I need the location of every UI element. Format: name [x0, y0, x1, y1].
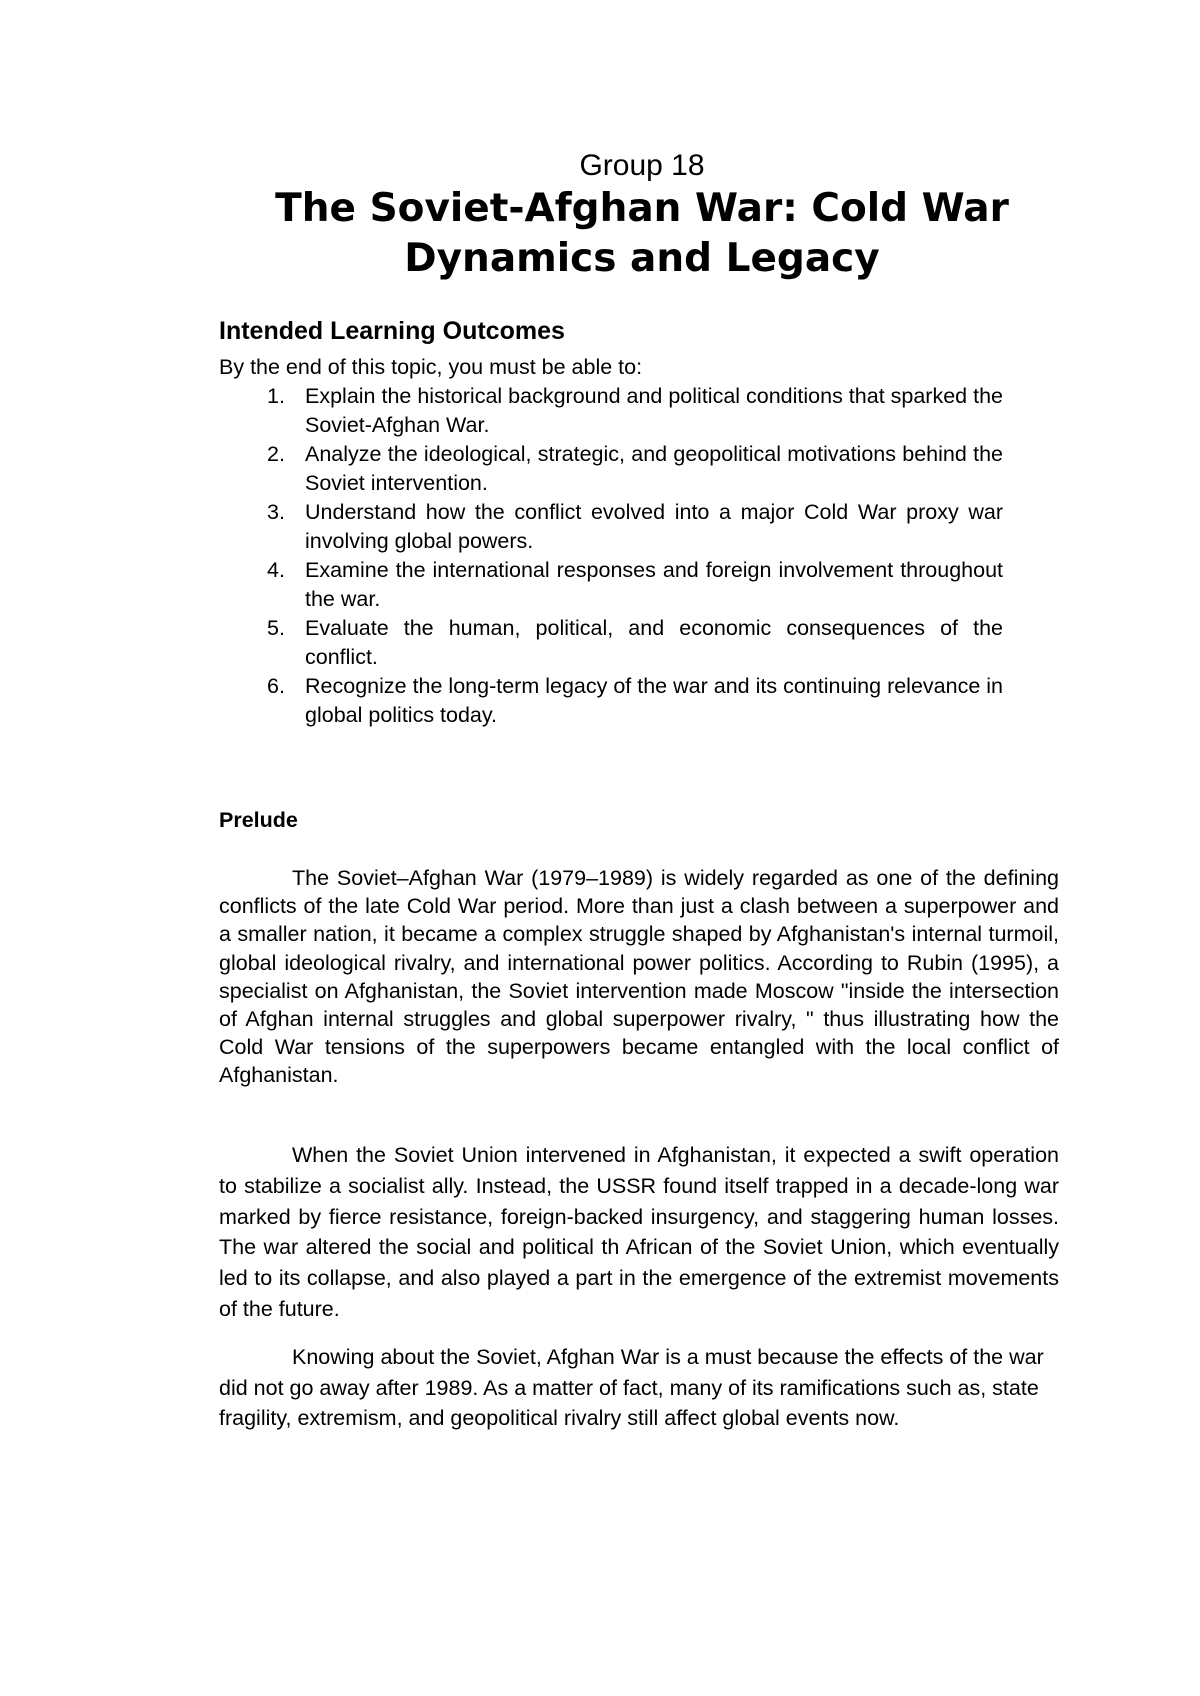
document-title: The Soviet-Afghan War: Cold War Dynamics and Legacy: [275, 186, 1009, 281]
outcome-number: 3.: [267, 500, 285, 524]
prelude-heading: Prelude: [219, 808, 298, 832]
prelude-paragraph-3: Knowing about the Soviet, Afghan War is a must because the effects of the war did not go away after 1989. As a matter of fact, many of its ramifications such as, state fragility, extremism, and geopolitical rivalry still affect global events now.: [219, 1345, 1044, 1431]
outcome-item-6: [219, 672, 1003, 730]
prelude-paragraph-2: When the Soviet Union intervened in Afghanistan, it expected a swift operation to stabilize a socialist ally. Instead, the USSR found itself trapped in a decade-long war marked by fierce resistance, foreign-backed insurgency, and staggering human losses. The war altered the social and political th African of the Soviet Union, which eventually led to its collapse, and also played a part in the emergence of the extremist movements of the future.: [219, 1143, 1059, 1321]
outcome-text: Recognize the long-term legacy of the war and its continuing relevance in global politics today.: [305, 674, 1003, 727]
outcome-number: 5.: [267, 616, 285, 640]
outcome-item-1: [219, 382, 1003, 440]
learning-outcomes-heading: Intended Learning Outcomes: [219, 317, 565, 345]
outcome-item-3: [219, 498, 1003, 556]
outcome-number: 4.: [267, 558, 285, 582]
outcome-text: Examine the international responses and foreign involvement throughout the war.: [305, 558, 1003, 611]
outcome-item-2: [219, 440, 1003, 498]
group-label: Group 18: [579, 149, 705, 182]
outcome-text: Analyze the ideological, strategic, and geopolitical motivations behind the Soviet intervention.: [305, 442, 1003, 495]
outcome-item-5: [219, 614, 1003, 672]
prelude-paragraph-1: The Soviet–Afghan War (1979–1989) is widely regarded as one of the defining conflicts of the late Cold War period. More than just a clash between a superpower and a smaller nation, it became a complex struggle shaped by Afghanistan's internal turmoil, global ideological rivalry, and international power politics. According to Rubin (1995), a specialist on Afghanistan, the Soviet intervention made Moscow "inside the intersection of Afghan internal struggles and global superpower rivalry, " thus illustrating how the Cold War tensions of the superpowers became entangled with the local conflict of Afghanistan.: [219, 866, 1059, 1088]
learning-outcomes-intro: By the end of this topic, you must be able to:: [219, 355, 643, 379]
outcome-text: Understand how the conflict evolved into a major Cold War proxy war involving global powers.: [305, 500, 1003, 553]
outcome-text: Explain the historical background and political conditions that sparked the Soviet-Afghan War.: [305, 384, 1003, 437]
outcome-number: 2.: [267, 442, 285, 466]
outcome-item-4: [219, 556, 1003, 614]
outcome-text: Evaluate the human, political, and economic consequences of the conflict.: [305, 616, 1003, 669]
outcome-number: 6.: [267, 674, 285, 698]
outcome-number: 1.: [267, 384, 285, 408]
learning-outcomes-list: [219, 382, 1003, 730]
